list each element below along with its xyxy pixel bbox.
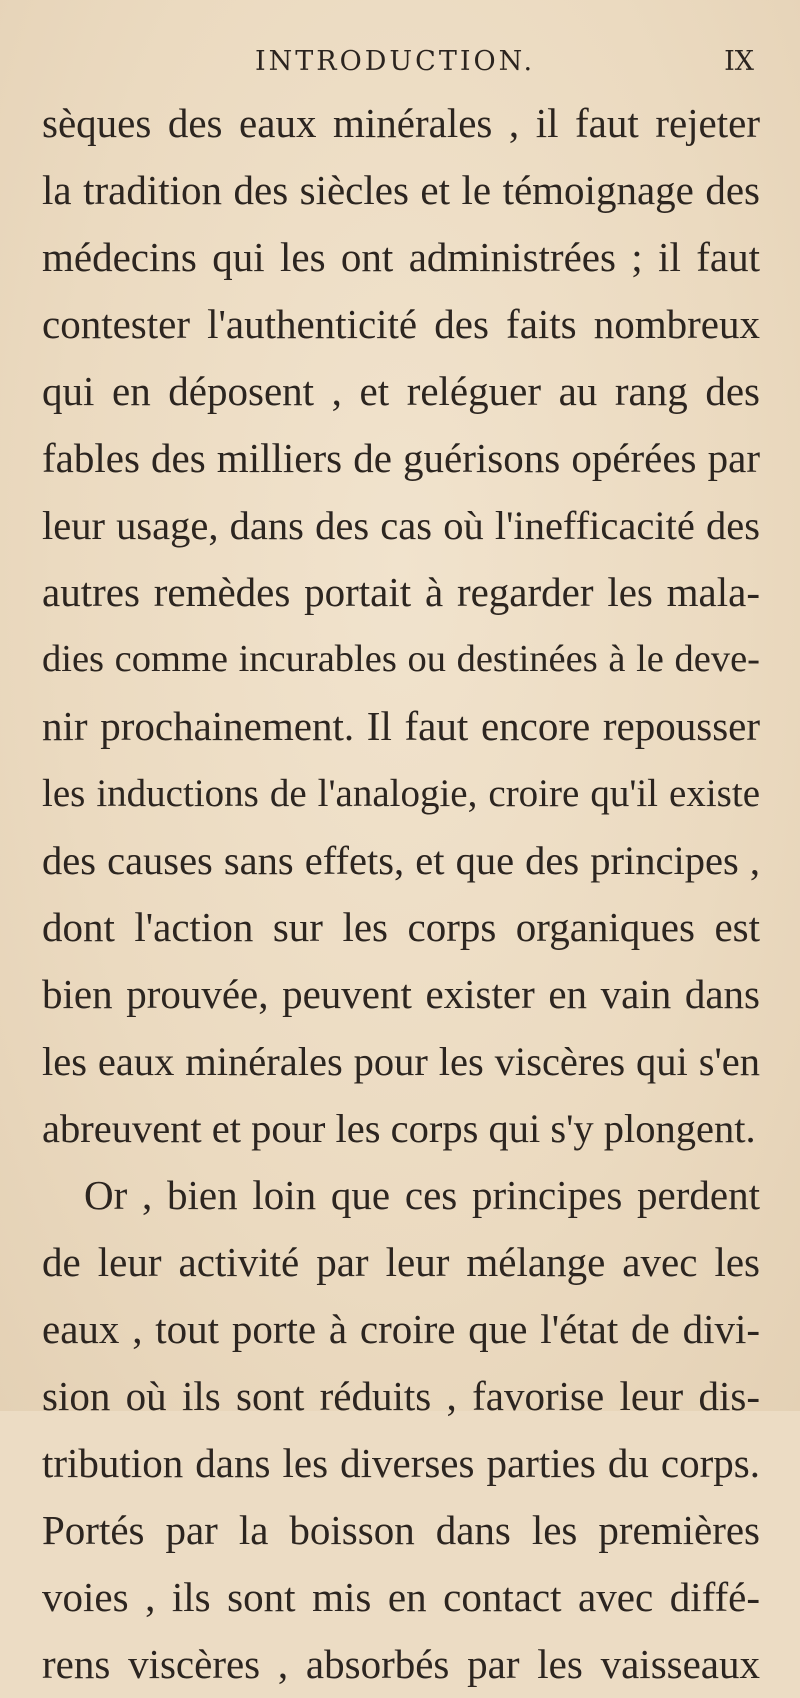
text-line: leur usage, dans des cas où l'inefficacité des: [42, 503, 760, 548]
header-title: INTRODUCTION.: [255, 46, 536, 77]
text-line: tribution dans les diverses parties du corps.: [42, 1440, 760, 1486]
text-line: contester l'authenticité des faits nombreux: [42, 301, 760, 347]
text-line: Portés par la boisson dans les premières: [42, 1507, 760, 1553]
text-line: voies , ils sont mis en contact avec diffé-: [42, 1574, 760, 1620]
text-line: les inductions de l'analogie, croire qu'il existe: [42, 772, 760, 815]
text-line: la tradition des siècles et le témoignage des: [42, 167, 760, 213]
text-line: rens viscères , absorbés par les vaisseaux: [42, 1641, 760, 1687]
text-line: Or , bien loin que ces principes perdent: [84, 1172, 760, 1218]
body-text: [42, 90, 760, 1698]
text-line: nir prochainement. Il faut encore repousser: [42, 703, 760, 749]
text-line: médecins qui les ont administrées ; il faut: [42, 234, 760, 280]
text-line: autres remèdes portait à regarder les mala-: [42, 569, 760, 615]
text-line: abreuvent et pour les corps qui s'y plongent.: [42, 1106, 756, 1151]
text-line: eaux , tout porte à croire que l'état de divi-: [42, 1306, 760, 1352]
text-line: bien prouvée, peuvent exister en vain dans: [42, 971, 760, 1017]
text-line: sion où ils sont réduits , favorise leur dis-: [42, 1373, 760, 1419]
text-line: sèques des eaux minérales , il faut rejeter: [42, 100, 760, 146]
text-line: de leur activité par leur mélange avec les: [42, 1239, 760, 1285]
text-line: des causes sans effets, et que des principes ,: [42, 838, 760, 883]
text-line: les eaux minérales pour les viscères qui s'en: [42, 1039, 760, 1084]
text-line: fables des milliers de guérisons opérées par: [42, 435, 760, 481]
page-number: IX: [724, 46, 754, 77]
text-line: dies comme incurables ou destinées à le deve-: [42, 638, 760, 680]
text-line: dont l'action sur les corps organiques est: [42, 904, 760, 950]
text-line: qui en déposent , et reléguer au rang des: [42, 368, 760, 414]
running-header: [0, 46, 800, 86]
